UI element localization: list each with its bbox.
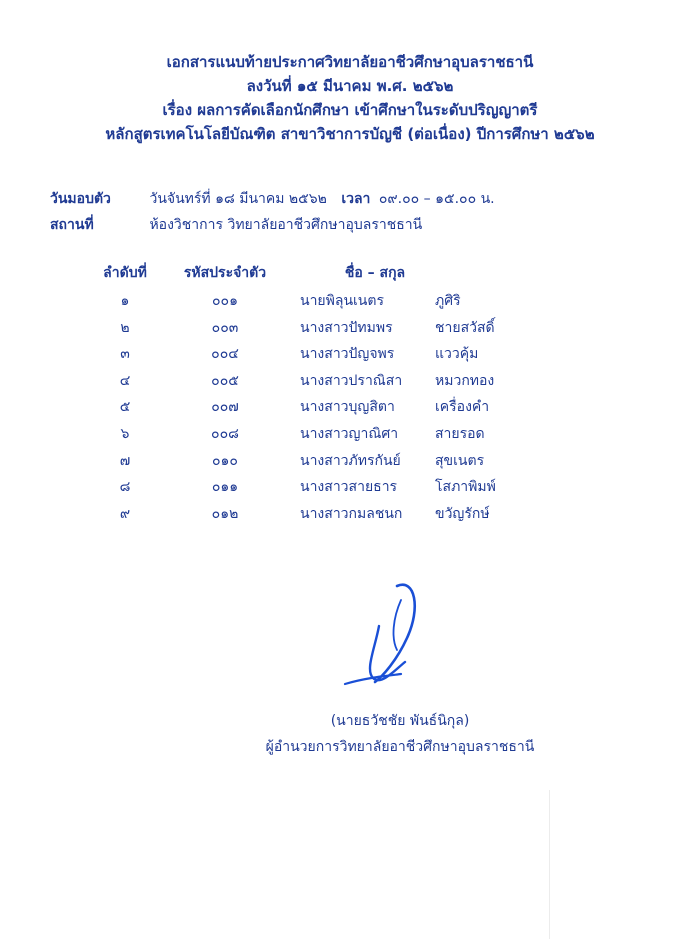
table-row (85, 423, 545, 450)
table-row (85, 290, 545, 317)
row-last-name: แววคุ้ม (435, 346, 479, 363)
row-student-id: ๐๑๐ (212, 452, 238, 469)
row-first-name: นางสาวปราณิสา (300, 372, 403, 389)
row-last-name: โสภาพิมพ์ (435, 479, 496, 496)
row-student-id: ๐๐๕ (211, 372, 239, 389)
row-first-name: นางสาวบุญสิตา (300, 399, 395, 416)
header-no: ลำดับที่ (103, 265, 147, 281)
row-no: ๙ (119, 505, 131, 522)
row-first-name: นางสาวกมลชนก (300, 505, 403, 522)
row-first-name: นางสาวภัทรกันย์ (300, 452, 401, 469)
row-student-id: ๐๑๑ (211, 479, 239, 496)
header-line-3: เรื่อง ผลการคัดเลือกนักศึกษา เข้าศึกษาในระดับปริญญาตรี (162, 101, 538, 119)
table-row (85, 317, 545, 344)
signatory-name: (นายธวัชชัย พันธ์นิกุล) (330, 713, 470, 729)
selected-students-table (85, 262, 545, 529)
report-date-row (50, 188, 495, 210)
table-row (85, 396, 545, 423)
table-body (85, 290, 545, 529)
row-first-name: นางสาวสายธาร (300, 479, 398, 496)
row-last-name: เครื่องคำ (435, 399, 490, 416)
header-name: ชื่อ – สกุล (344, 265, 406, 281)
row-first-name: นางสาวญาณิศา (300, 425, 399, 442)
place-row (50, 214, 422, 236)
row-no: ๖ (120, 425, 130, 442)
header-line-4: หลักสูตรเทคโนโลยีบัณฑิต สาขาวิชาการบัญชี (ต่อเนื่อง) ปีการศึกษา ๒๕๖๒ (105, 125, 595, 143)
row-first-name: นายพิลุนเนตร (300, 293, 384, 309)
row-student-id: ๐๐๗ (211, 399, 239, 416)
row-last-name: สุขเนตร (435, 452, 485, 469)
row-first-name: นางสาวปัทมพร (300, 319, 393, 336)
table-header (85, 262, 545, 290)
table-row (85, 503, 545, 530)
row-no: ๒ (120, 319, 130, 336)
row-student-id: ๐๐๔ (211, 346, 239, 363)
header-id: รหัสประจำตัว (183, 265, 267, 281)
table-row (85, 370, 545, 397)
time-value: ๐๙.๐๐ – ๑๕.๐๐ น. (378, 191, 495, 207)
table-row (85, 450, 545, 477)
row-last-name: ชายสวัสดิ์ (435, 319, 495, 336)
signatory-title: ผู้อำนวยการวิทยาลัยอาชีวศึกษาอุบลราชธานี (265, 739, 535, 755)
page-edge-line (549, 790, 550, 939)
table-row (85, 343, 545, 370)
row-no: ๓ (120, 346, 130, 363)
place-value: ห้องวิชาการ วิทยาลัยอาชีวศึกษาอุบลราชธานี (149, 217, 423, 233)
row-student-id: ๐๑๒ (211, 505, 239, 522)
signature-image (335, 578, 435, 693)
row-first-name: นางสาวปัญจพร (300, 346, 395, 363)
row-no: ๔ (119, 372, 131, 389)
header-line-2: ลงวันที่ ๑๕ มีนาคม พ.ศ. ๒๕๖๒ (246, 77, 454, 95)
report-date-value: วันจันทร์ที่ ๑๘ มีนาคม ๒๕๖๒ (149, 191, 327, 207)
table-row (85, 476, 545, 503)
document-header (60, 50, 640, 146)
row-no: ๗ (119, 452, 131, 469)
row-student-id: ๐๐๑ (212, 293, 238, 309)
row-no: ๕ (119, 399, 131, 416)
row-student-id: ๐๐๓ (211, 319, 239, 336)
report-date-label: วันมอบตัว (50, 191, 111, 207)
row-student-id: ๐๐๘ (211, 425, 239, 442)
row-last-name: หมวกทอง (435, 372, 495, 389)
place-label: สถานที่ (50, 217, 94, 233)
row-last-name: ขวัญรักษ์ (435, 505, 490, 522)
row-last-name: สายรอด (435, 425, 485, 442)
row-no: ๑ (120, 293, 130, 309)
row-no: ๘ (119, 479, 131, 496)
time-label: เวลา (341, 191, 371, 207)
row-last-name: ภูศิริ (435, 293, 461, 309)
header-line-1: เอกสารแนบท้ายประกาศวิทยาลัยอาชีวศึกษาอุบลราชธานี (166, 53, 534, 71)
